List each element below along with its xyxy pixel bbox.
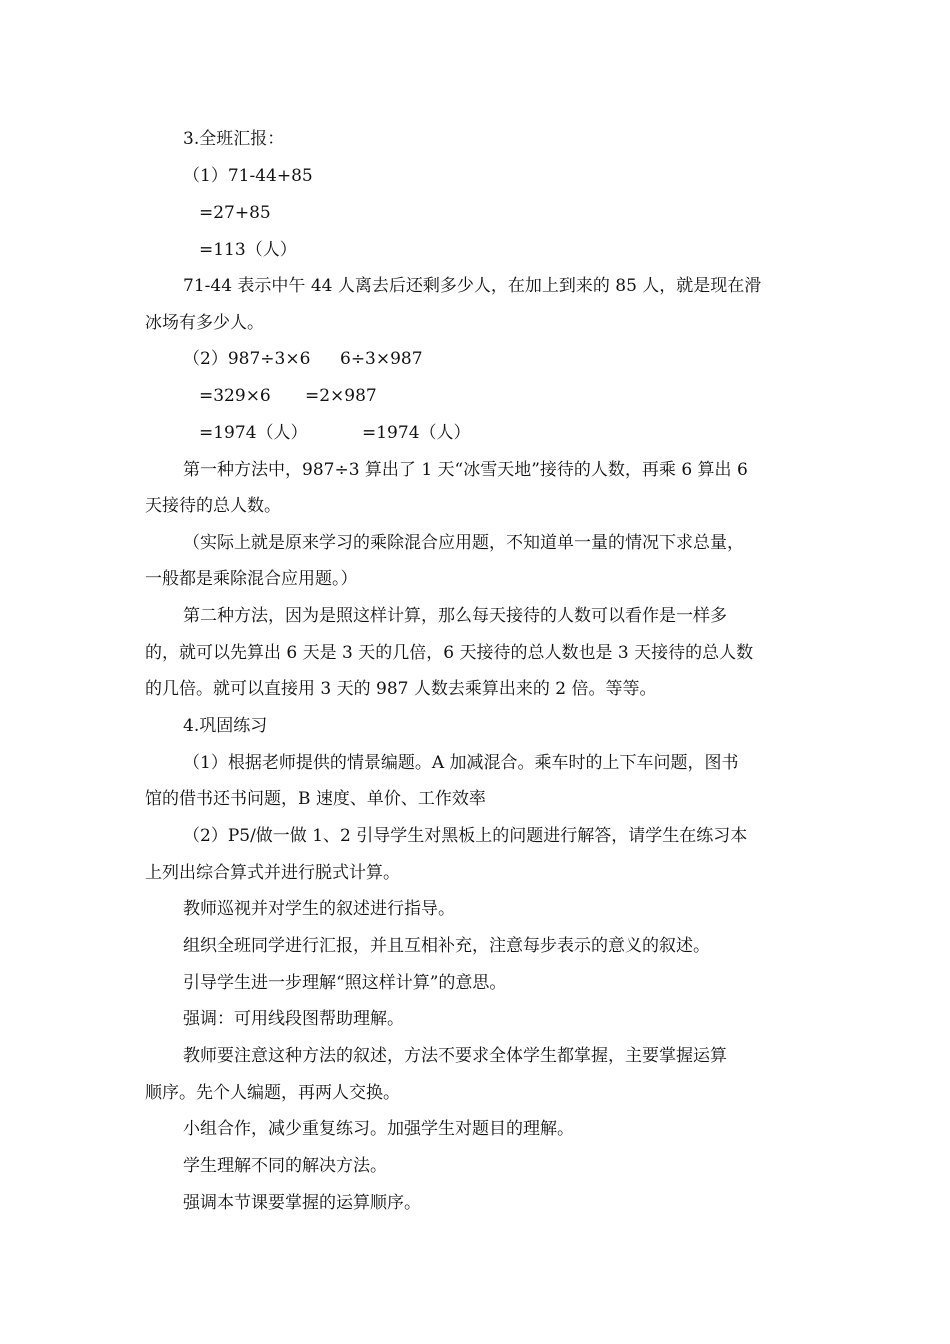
paragraph-line: （1）根据老师提供的情景编题。A 加减混合。乘车时的上下车问题，图书 xyxy=(183,753,739,773)
paragraph-line: 强调：可用线段图帮助理解。 xyxy=(183,1009,404,1029)
paragraph-line: 的，就可以先算出 6 天是 3 天的几倍，6 天接待的总人数也是 3 天接待的总人数 xyxy=(145,643,754,663)
paragraph-line: （实际上就是原来学习的乘除混合应用题，不知道单一量的情况下求总量， xyxy=(183,533,744,553)
paragraph-line: 小组合作，减少重复练习。加强学生对题目的理解。 xyxy=(183,1119,574,1139)
expression-1-line-2: =27+85 xyxy=(199,203,271,223)
paragraph-line: 引导学生进一步理解“照这样计算”的意思。 xyxy=(183,973,507,993)
paragraph-line: 教师要注意这种方法的叙述，方法不要求全体学生都掌握，主要掌握运算 xyxy=(183,1046,727,1066)
paragraph-line: 的几倍。就可以直接用 3 天的 987 人数去乘算出来的 2 倍。等等。 xyxy=(145,679,657,699)
paragraph-line: 第一种方法中，987÷3 算出了 1 天“冰雪天地”接待的人数，再乘 6 算出 6 xyxy=(183,460,748,480)
paragraph-line: 第二种方法，因为是照这样计算，那么每天接待的人数可以看作是一样多 xyxy=(183,606,727,626)
expression-1-line-1: （1）71-44+85 xyxy=(183,166,313,186)
expression-2-line-2: =329×6 xyxy=(199,386,271,406)
section-heading-3: 3.全班汇报： xyxy=(183,129,285,149)
paragraph-line: 馆的借书还书问题，B 速度、单价、工作效率 xyxy=(145,789,486,809)
expression-1-line-3: =113（人） xyxy=(199,240,297,260)
paragraph-line: 天接待的总人数。 xyxy=(145,496,281,516)
expression-2b-line-2: =2×987 xyxy=(305,386,377,406)
expression-2-line-3: =1974（人） xyxy=(199,423,308,443)
paragraph-line: 组织全班同学进行汇报，并且互相补充，注意每步表示的意义的叙述。 xyxy=(183,936,710,956)
section-heading-4: 4.巩固练习 xyxy=(183,716,268,736)
paragraph-line: 强调本节课要掌握的运算顺序。 xyxy=(183,1193,421,1213)
paragraph-line: 一般都是乘除混合应用题。） xyxy=(145,569,358,589)
paragraph-line: （2）P5/做一做 1、2 引导学生对黑板上的问题进行解答，请学生在练习本 xyxy=(183,826,748,846)
expression-2-line-1: （2）987÷3×6 xyxy=(183,349,311,369)
paragraph-line: 顺序。先个人编题，再两人交换。 xyxy=(145,1083,400,1103)
paragraph-line: 教师巡视并对学生的叙述进行指导。 xyxy=(183,899,455,919)
expression-2b-line-3: =1974（人） xyxy=(362,423,471,443)
paragraph-line: 71-44 表示中午 44 人离去后还剩多少人，在加上到来的 85 人，就是现在滑 xyxy=(183,276,762,296)
paragraph-line: 冰场有多少人。 xyxy=(145,313,264,333)
paragraph-line: 学生理解不同的解决方法。 xyxy=(183,1156,387,1176)
expression-2b-line-1: 6÷3×987 xyxy=(340,349,423,369)
paragraph-line: 上列出综合算式并进行脱式计算。 xyxy=(145,863,400,883)
